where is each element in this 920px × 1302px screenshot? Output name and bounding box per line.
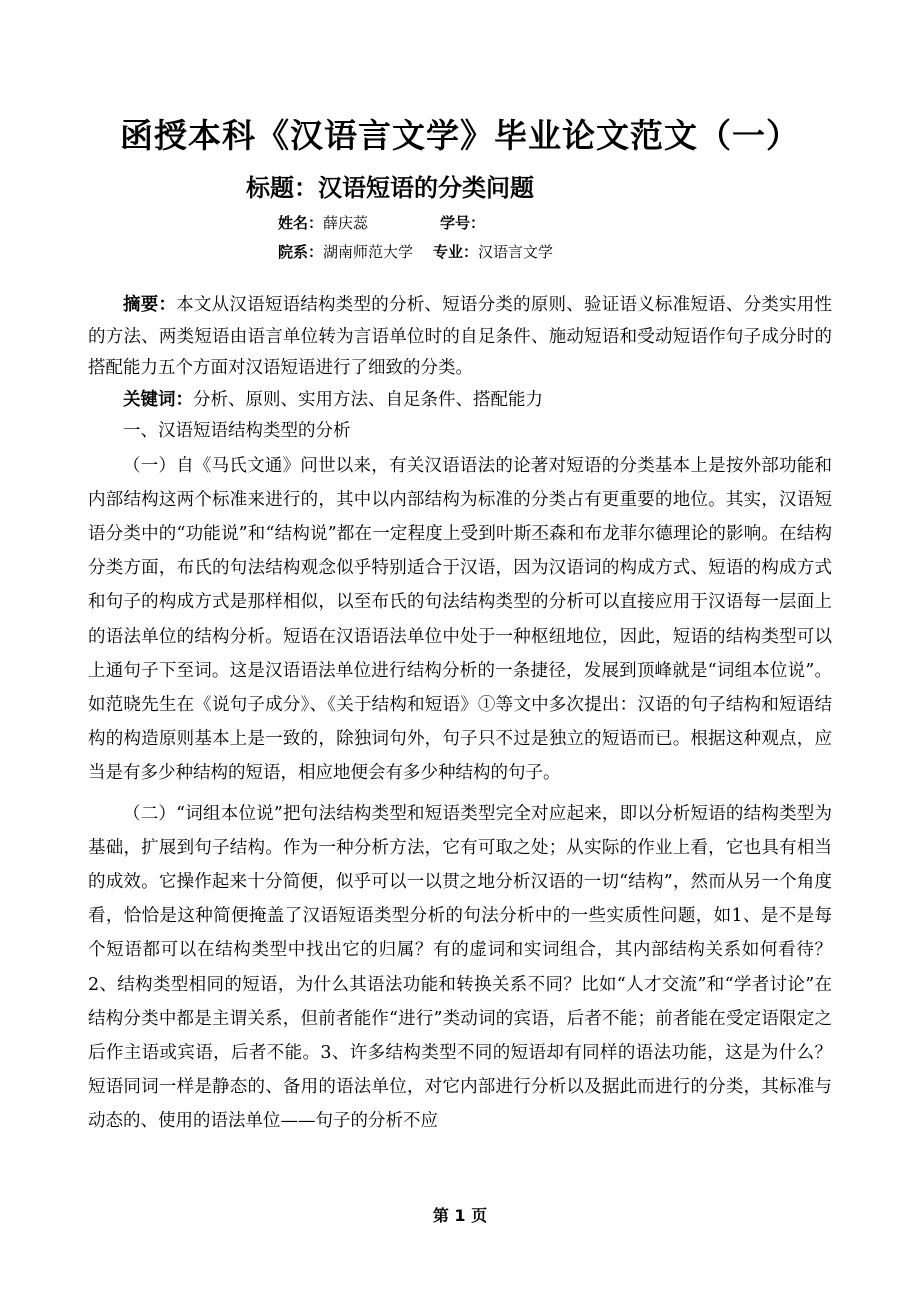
- section-heading: 一、汉语短语结构类型的分析: [123, 420, 351, 441]
- abstract-label: 摘要：: [123, 295, 177, 315]
- document-subtitle: 标题：汉语短语的分类问题: [246, 174, 534, 202]
- author-info-row: [278, 212, 485, 233]
- document-title: 函授本科《汉语言文学》毕业论文范文（一）: [120, 116, 800, 155]
- keywords: [88, 385, 832, 416]
- major-value: 汉语言文学: [478, 243, 554, 261]
- keywords-text: 分析、原则、实用方法、自足条件、搭配能力: [193, 389, 543, 410]
- department-info-row: [278, 241, 553, 262]
- department-value: 湖南师范大学: [323, 243, 414, 261]
- name-value: 薛庆蕊: [323, 214, 369, 232]
- document-body: [88, 290, 832, 1145]
- abstract: [88, 290, 832, 385]
- keywords-label: 关键词：: [123, 389, 193, 410]
- paragraph-1: （一）自《马氏文通》问世以来，有关汉语语法的论著对短语的分类基本上是按外部功能和内部结构这两个标准来进行的，其中以内部结构为标准的分类占有更重要的地位。其实，汉语短语分类中的“功能说”和“结构说”都在一定程度上受到叶斯丕森和布龙菲尔德理论的影响。在结构分类方面，布氏的句法结构观念似乎特别适合于汉语，因为汉语词的构成方式、短语的构成方式和句子的构成方式是那样相似，以至布氏的句法结构类型的分析可以直接应用于汉语每一层面上的语法单位的结构分析。短语在汉语语法单位中处于一种枢纽地位，因此，短语的结构类型可以上通句子下至词。这是汉语语法单位进行结构分析的一条捷径，发展到顶峰就是“词组本位说”。如范晓先生在《说句子成分》、《关于结构和短语》①等文中多次提出：汉语的句子结构和短语结构的构造原则基本上是一致的，除独词句外，句子只不过是独立的短语而已。根据这种观点，应当是有多少种结构的短语，相应地便会有多少种结构的句子。: [88, 455, 832, 784]
- department-label: 院系：: [278, 243, 324, 261]
- paragraph-2: （二）“词组本位说”把句法结构类型和短语类型完全对应起来，即以分析短语的结构类型为基础，扩展到句子结构。作为一种分析方法，它有可取之处；从实际的作业上看，它也具有相当的成效。它操作起来十分简便，似乎可以一以贯之地分析汉语的一切“结构”，然而从另一个角度看，恰恰是这种简便掩盖了汉语短语类型分析的句法分析中的一些实质性问题，如1、是不是每个短语都可以在结构类型中找出它的归属？有的虚词和实词组合，其内部结构关系如何看待？2、结构类型相同的短语，为什么其语法功能和转换关系不同？比如“人才交流”和“学者讨论”在结构分类中都是主谓关系，但前者能作“进行”类动词的宾语，后者不能；前者能在受定语限定之后作主语或宾语，后者不能。3、许多结构类型不同的短语却有同样的语法功能，这是为什么？短语同词一样是静态的、备用的语法单位，对它内部进行分析以及据此而进行的分类，其标准与动态的、使用的语法单位——句子的分析不应: [88, 803, 832, 1132]
- page-number: 第 1 页: [432, 1206, 488, 1225]
- name-label: 姓名：: [278, 214, 324, 232]
- major-label: 专业：: [433, 243, 479, 261]
- abstract-text: 本文从汉语短语结构类型的分析、短语分类的原则、验证语义标准短语、分类实用性的方法、两类短语由语言单位转为言语单位时的自足条件、施动短语和受动短语作句子成分时的搭配能力五个方面对汉语短语进行了细致的分类。: [88, 295, 833, 378]
- student-id-label: 学号：: [440, 214, 486, 232]
